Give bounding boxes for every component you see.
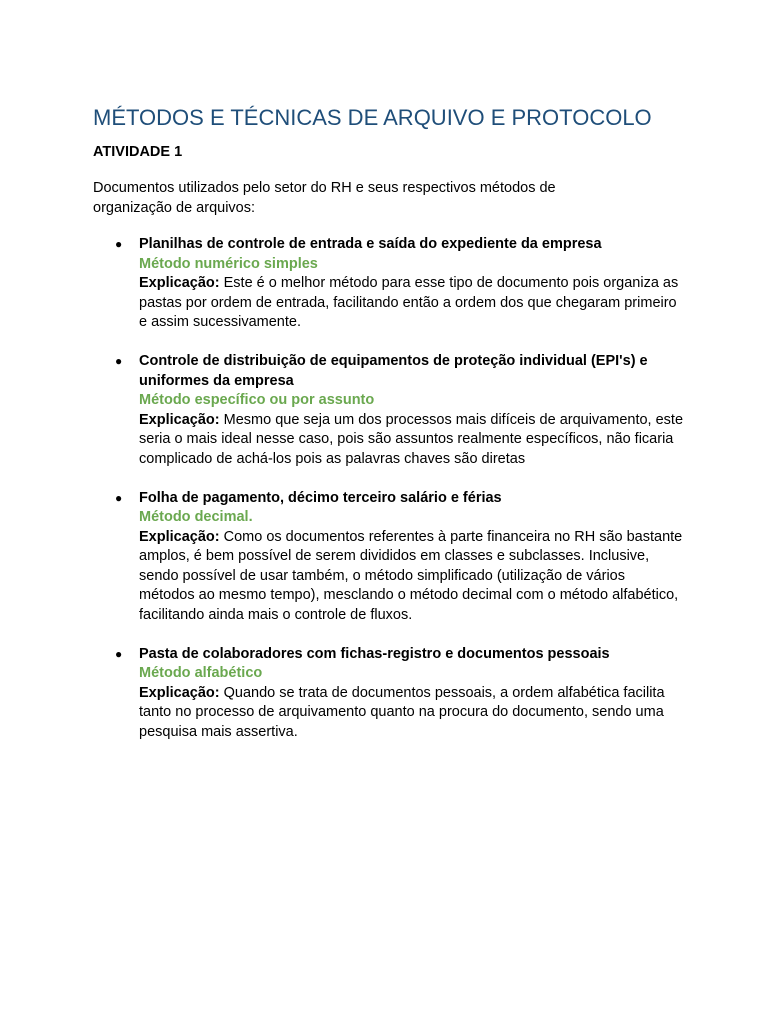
item-title: Pasta de colaboradores com fichas-registro e documentos pessoais xyxy=(139,645,610,662)
bullet-icon: ● xyxy=(115,237,123,251)
explanation-label: Explicação: xyxy=(139,275,220,291)
explanation-label: Explicação: xyxy=(139,528,220,545)
item-title: Controle de distribuição de equipamentos de proteção individual (EPI's) e uniformes da empresa xyxy=(139,353,648,389)
bullet-icon: ● xyxy=(115,646,123,661)
explanation-text: Quando se trata de documentos pessoais, a ordem alfabética facilita tanto no processo de arquivamento quanto na procura do documento, sendo uma pesquisa mais assertiva. xyxy=(139,684,665,740)
item-title: Planilhas de controle de entrada e saída do expediente da empresa xyxy=(139,236,602,252)
item-method: Método numérico simples xyxy=(139,255,318,272)
item-explanation xyxy=(139,528,683,626)
bullet-icon: ● xyxy=(115,490,123,505)
list-item xyxy=(93,489,683,626)
explanation-text: Este é o melhor método para esse tipo de documento pois organiza as pastas por ordem de entrada, facilitando então a ordem dos que chegaram primeiro e assim sucessivamente. xyxy=(139,275,679,330)
document-page xyxy=(93,104,683,762)
item-explanation xyxy=(139,411,683,470)
item-explanation xyxy=(139,274,683,333)
list-item xyxy=(93,235,683,333)
documents-list xyxy=(93,235,683,742)
activity-subtitle: ATIVIDADE 1 xyxy=(93,144,183,160)
list-item xyxy=(93,352,683,469)
item-method: Método decimal. xyxy=(139,509,253,525)
explanation-label: Explicação: xyxy=(139,684,220,701)
explanation-text: Como os documentos referentes à parte financeira no RH são bastante amplos, é bem possível de serem divididos em classes e subclasses. Inclusive, sendo possível de usar também, o método simplificado (utilização de vários métodos ao mesmo tempo), mesclando o método decimal com o método alfabético, facilitando ainda mais o controle de fluxos. xyxy=(139,528,683,623)
explanation-text: Mesmo que seja um dos processos mais difíceis de arquivamento, este seria o mais ideal nesse caso, pois são assuntos realmente específicos, não ficaria complicado de achá-los pois as palavras chaves são diretas xyxy=(139,411,684,467)
item-explanation xyxy=(139,684,683,743)
list-item xyxy=(93,645,683,743)
item-method: Método alfabético xyxy=(139,665,263,681)
document-title: MÉTODOS E TÉCNICAS DE ARQUIVO E PROTOCOLO xyxy=(93,105,652,130)
item-method: Método específico ou por assunto xyxy=(139,392,375,408)
item-title: Folha de pagamento, décimo terceiro salário e férias xyxy=(139,489,502,506)
explanation-label: Explicação: xyxy=(139,411,220,428)
bullet-icon: ● xyxy=(115,354,123,368)
intro-paragraph: Documentos utilizados pelo setor do RH e seus respectivos métodos de organização de arquivos: xyxy=(93,180,556,216)
